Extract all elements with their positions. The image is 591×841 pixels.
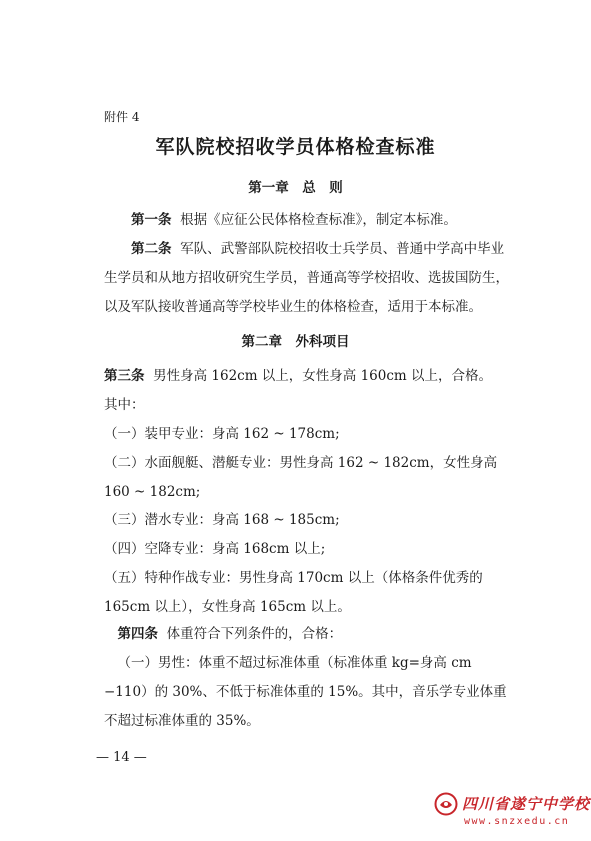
- article-2: [104, 235, 516, 322]
- item-armor: （一）装甲专业：身高 162 ~ 178cm;: [104, 426, 340, 442]
- qizhong-line: 其中：: [104, 397, 145, 413]
- article-4-text: 体重符合下列条件的，合格：: [166, 626, 343, 642]
- article-1: [104, 206, 516, 235]
- article-4-item-male: （一）男性：体重不超过标准体重（标准体重 kg=身高 cm −110）的 30%、不低于标准体重的 15%。其中，音乐学专业体重不超过标准体重的 35%。: [104, 655, 507, 729]
- school-logo-icon: [434, 792, 458, 816]
- article-4-label: 第四条: [117, 626, 158, 642]
- chapter-2-heading: 第二章 外科项目: [241, 334, 350, 350]
- item-diving: （三）潜水专业：身高 168 ~ 185cm;: [104, 512, 340, 528]
- article-2-label: 第二条: [131, 241, 172, 257]
- chapter-1-heading: 第一章 总 则: [248, 180, 343, 196]
- article-1-label: 第一条: [131, 212, 172, 228]
- document-title: 军队院校招收学员体格检查标准: [155, 136, 436, 158]
- article-4: [104, 620, 516, 649]
- article-2-text: 军队、武警部队院校招收士兵学员、普通中学高中毕业生学员和从地方招收研究生学员，普通高等学校招收、选拔国防生，以及军队接收普通高等学校毕业生的体格检查，适用于本标准。: [104, 241, 509, 315]
- item-airborne: （四）空降专业：身高 168cm 以上;: [104, 541, 326, 557]
- watermark: [434, 792, 591, 834]
- watermark-url: www.snzxedu.cn: [464, 816, 570, 827]
- article-3: [104, 362, 516, 391]
- watermark-school-name: 四川省遂宁中学校: [462, 795, 591, 813]
- article-1-text: 根据《应征公民体格检查标准》，制定本标准。: [180, 212, 457, 228]
- article-3-label: 第三条: [104, 368, 145, 384]
- item-special-ops: （五）特种作战专业：男性身高 170cm 以上（体格条件优秀的 165cm 以上），女性身高 165cm 以上。: [104, 570, 483, 615]
- article-3-text: 男性身高 162cm 以上，女性身高 160cm 以上，合格。: [153, 368, 493, 384]
- attachment-label: 附件 4: [104, 110, 140, 124]
- item-navy: （二）水面舰艇、潜艇专业：男性身高 162 ~ 182cm，女性身高 160 ~ 182cm;: [104, 455, 498, 500]
- page-number: — 14 —: [96, 750, 147, 765]
